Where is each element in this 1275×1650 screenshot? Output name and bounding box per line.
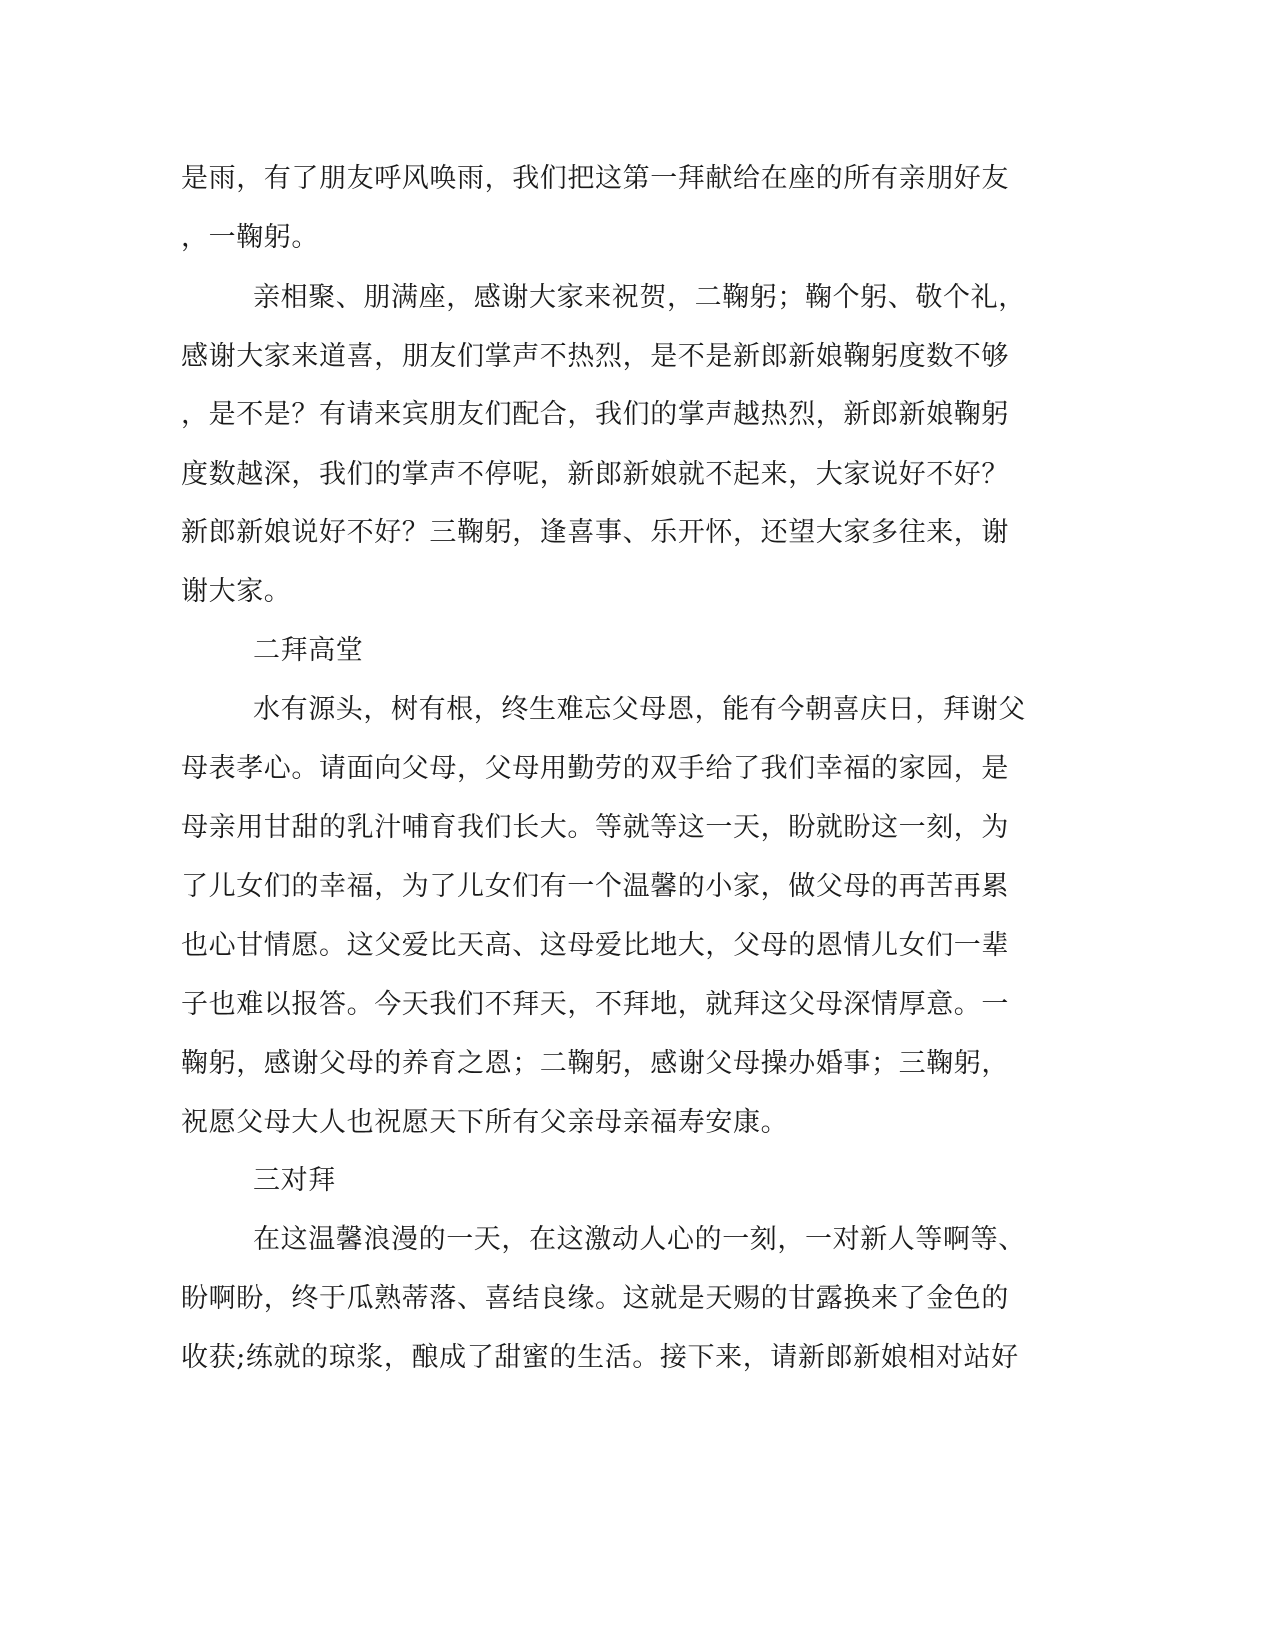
- section-heading: 三对拜: [253, 1165, 336, 1196]
- text-line: 感谢大家来道喜，朋友们掌声不热烈，是不是新郎新娘鞠躬度数不够: [181, 341, 1009, 372]
- text-line: 收获;练就的琼浆，酿成了甜蜜的生活。接下来，请新郎新娘相对站好: [181, 1342, 1019, 1373]
- paragraph-start-line: 亲相聚、朋满座，感谢大家来祝贺，二鞠躬；鞠个躬、敬个礼，: [253, 282, 1026, 313]
- paragraph-start-line: 在这温馨浪漫的一天，在这激动人心的一刻，一对新人等啊等、: [253, 1224, 1026, 1255]
- section-heading: 二拜高堂: [253, 635, 364, 666]
- text-line: 了儿女们的幸福，为了儿女们有一个温馨的小家，做父母的再苦再累: [181, 871, 1009, 902]
- text-line: 母亲用甘甜的乳汁哺育我们长大。等就等这一天，盼就盼这一刻，为: [181, 812, 1009, 843]
- text-line: 盼啊盼，终于瓜熟蒂落、喜结良缘。这就是天赐的甘露换来了金色的: [181, 1283, 1009, 1314]
- text-line: 度数越深，我们的掌声不停呢，新郎新娘就不起来，大家说好不好？: [181, 459, 1009, 490]
- text-line: ，是不是？有请来宾朋友们配合，我们的掌声越热烈，新郎新娘鞠躬: [181, 399, 1009, 430]
- text-line: 鞠躬，感谢父母的养育之恩；二鞠躬，感谢父母操办婚事；三鞠躬，: [181, 1048, 1009, 1079]
- text-line: 母表孝心。请面向父母，父母用勤劳的双手给了我们幸福的家园，是: [181, 753, 1009, 784]
- paragraph-start-line: 水有源头，树有根，终生难忘父母恩，能有今朝喜庆日，拜谢父: [253, 694, 1026, 725]
- text-line: 谢大家。: [181, 576, 292, 607]
- text-line: 也心甘情愿。这父爱比天高、这母爱比地大，父母的恩情儿女们一辈: [181, 930, 1009, 961]
- text-line: ，一鞠躬。: [181, 222, 319, 253]
- text-line: 新郎新娘说好不好？三鞠躬，逢喜事、乐开怀，还望大家多往来，谢: [181, 517, 1009, 548]
- text-line: 是雨，有了朋友呼风唤雨，我们把这第一拜献给在座的所有亲朋好友: [181, 163, 1009, 194]
- text-line: 祝愿父母大人也祝愿天下所有父亲母亲福寿安康。: [181, 1107, 789, 1138]
- text-line: 子也难以报答。今天我们不拜天，不拜地，就拜这父母深情厚意。一: [181, 989, 1009, 1020]
